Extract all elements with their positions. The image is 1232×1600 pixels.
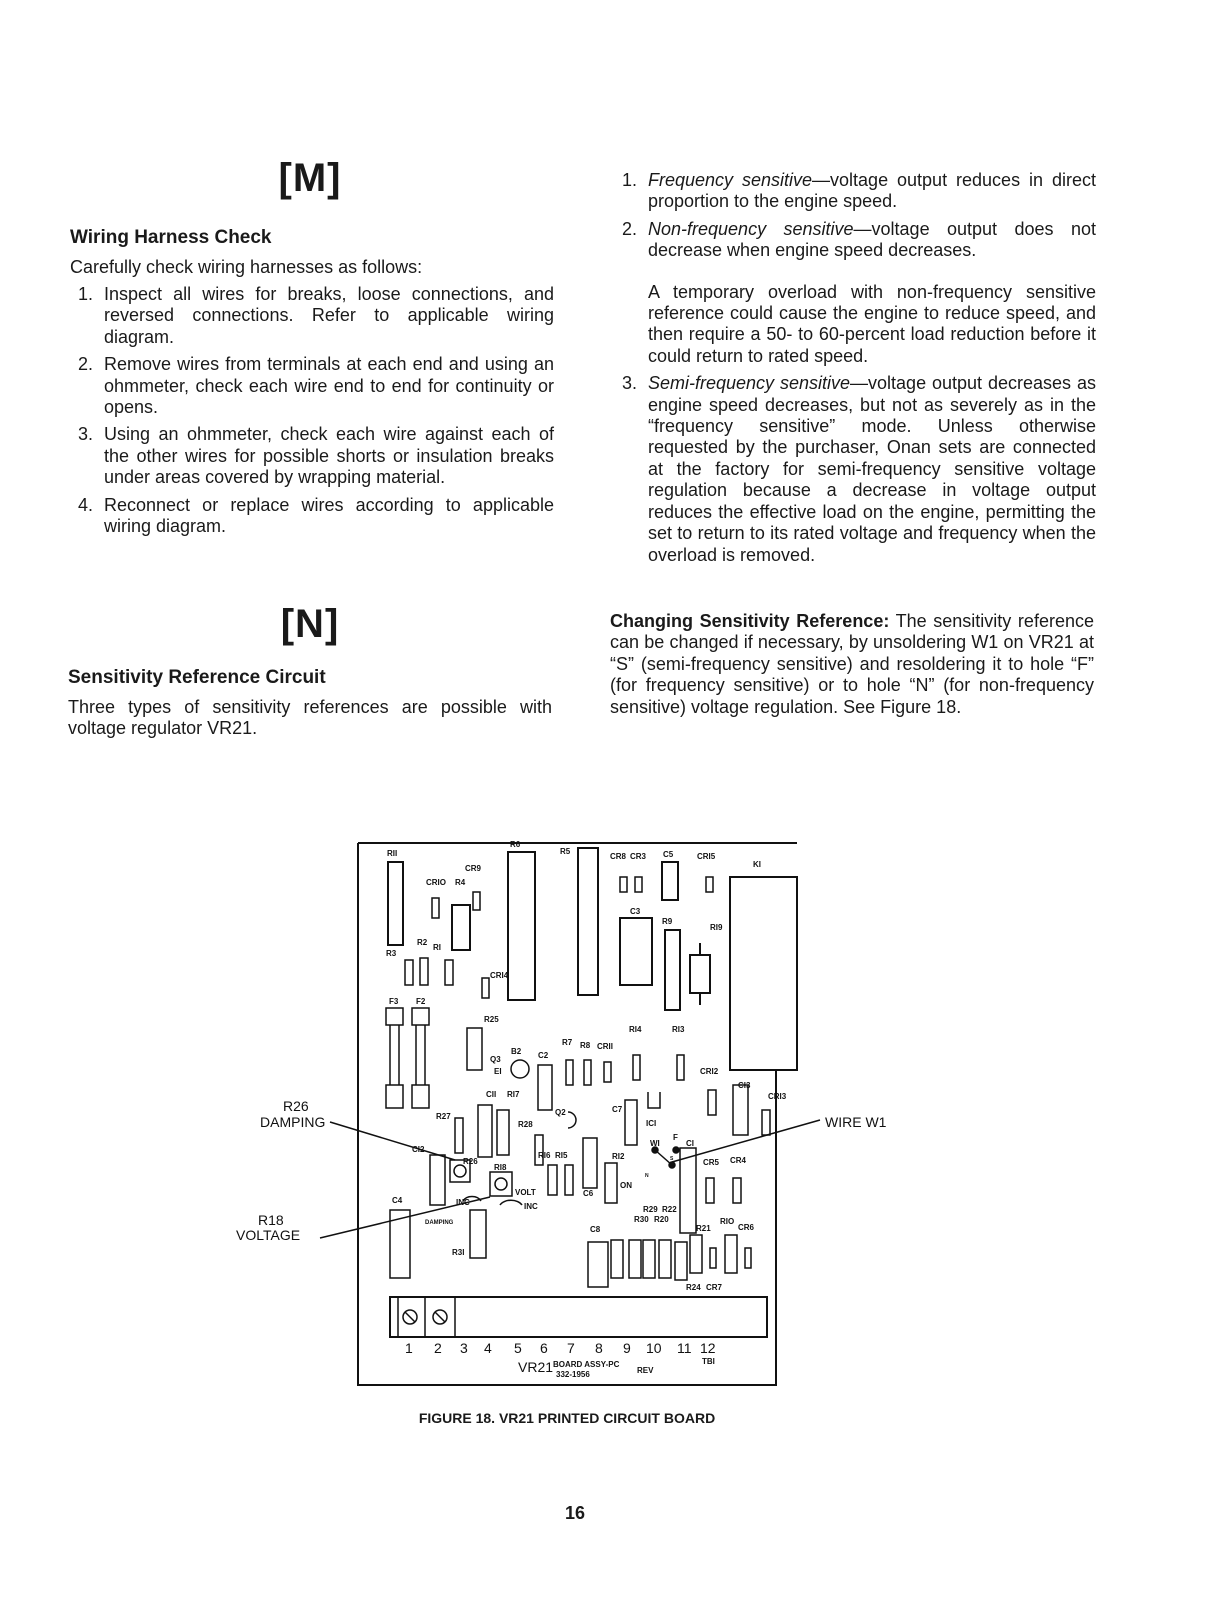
label-r11: RII bbox=[387, 849, 398, 858]
board-assy-text: BOARD ASSY-PC bbox=[553, 1360, 620, 1369]
page-number: 16 bbox=[565, 1503, 586, 1523]
label-c2: C2 bbox=[538, 1051, 549, 1060]
term: Frequency sensitive bbox=[648, 170, 813, 190]
label-cr6: CR6 bbox=[738, 1223, 755, 1232]
label-r13: RI3 bbox=[672, 1025, 685, 1034]
label-c8: C8 bbox=[590, 1225, 601, 1234]
label-r15: RI5 bbox=[555, 1151, 568, 1160]
wiring-intro: Carefully check wiring harnesses as follows: bbox=[70, 257, 423, 277]
label-cr3: CR3 bbox=[630, 852, 647, 861]
board-name: VR21 bbox=[518, 1359, 554, 1375]
r11-body bbox=[388, 862, 403, 945]
label-r19: RI9 bbox=[710, 923, 723, 932]
label-ic1: ICI bbox=[646, 1119, 657, 1128]
list-text: —voltage output decreases as engine speed decreases, but not as severely as in the “frequency sensitive” mode. Unless otherwise requested by the purchaser, Onan sets are connected at the factory for semi-frequency sensitive voltage regulation because a decrease in voltage output reduces the effective load on the engine, permitting the set to return to its rated voltage and frequency when the overload is removed. bbox=[648, 373, 1096, 565]
list-text: Inspect all wires for breaks, loose connections, and reversed connections. Refer to applicable wiring diagram. bbox=[104, 284, 554, 347]
board-part-number: 332-1956 bbox=[556, 1370, 590, 1379]
r9-body bbox=[665, 930, 680, 1010]
list-number: 3. bbox=[622, 373, 638, 394]
label-w1: WI bbox=[650, 1139, 660, 1148]
label-c12: CI2 bbox=[412, 1145, 425, 1154]
callout-voltage: VOLTAGE bbox=[236, 1227, 301, 1243]
list-text: —voltage output does not decrease when engine speed decreases. bbox=[648, 218, 1096, 261]
label-r24: R24 bbox=[686, 1283, 701, 1292]
terminal-number: 3 bbox=[460, 1340, 468, 1356]
label-cr10: CRIO bbox=[426, 878, 446, 887]
terminal-number: 9 bbox=[623, 1340, 631, 1356]
label-r2: R2 bbox=[417, 938, 428, 947]
component-labels bbox=[386, 840, 787, 1292]
label-r10: RIO bbox=[720, 1217, 735, 1226]
label-r16: RI6 bbox=[538, 1151, 551, 1160]
heading-wiring-harness-check: Wiring Harness Check bbox=[70, 227, 272, 248]
label-cr14: CRI4 bbox=[490, 971, 509, 980]
section-marker-n: [N] bbox=[280, 602, 340, 646]
r26-leader-line bbox=[330, 1122, 455, 1160]
label-s-hole: S bbox=[670, 1156, 674, 1162]
label-r28: R28 bbox=[518, 1120, 533, 1129]
label-r8: R8 bbox=[580, 1041, 591, 1050]
label-q2: Q2 bbox=[555, 1108, 566, 1117]
r19-body bbox=[690, 955, 710, 993]
label-cr5: CR5 bbox=[703, 1158, 720, 1167]
callout-labels bbox=[236, 1098, 887, 1243]
label-cr12: CRI2 bbox=[700, 1067, 719, 1076]
label-on: ON bbox=[620, 1181, 632, 1190]
label-f3: F3 bbox=[389, 997, 399, 1006]
label-cr11: CRII bbox=[597, 1042, 613, 1051]
terminal-number: 4 bbox=[484, 1340, 492, 1356]
list-number: 2. bbox=[78, 354, 94, 375]
label-cr15: CRI5 bbox=[697, 852, 716, 861]
label-c7: C7 bbox=[612, 1105, 623, 1114]
terminal-number: 6 bbox=[540, 1340, 548, 1356]
label-b2: B2 bbox=[511, 1047, 522, 1056]
label-cr8: CR8 bbox=[610, 852, 627, 861]
list-text: Reconnect or replace wires according to applicable wiring diagram. bbox=[104, 494, 554, 537]
label-r1: RI bbox=[433, 943, 441, 952]
label-r6: R6 bbox=[510, 840, 521, 849]
label-r21: R21 bbox=[696, 1224, 711, 1233]
label-r25: R25 bbox=[484, 1015, 499, 1024]
label-inc-volt: INC bbox=[524, 1202, 538, 1211]
changing-label: Changing Sensitivity Reference: bbox=[610, 611, 890, 631]
label-cr9: CR9 bbox=[465, 864, 482, 873]
list-number: 1. bbox=[78, 284, 94, 304]
callout-wire-w1: WIRE W1 bbox=[825, 1114, 887, 1130]
section-marker-m: [M] bbox=[278, 156, 342, 200]
label-c1: CI bbox=[686, 1139, 694, 1148]
c3-body bbox=[620, 918, 652, 985]
list-text: Remove wires from terminals at each end and using an ohmmeter, check each wire end to end for continuity or opens. bbox=[104, 354, 554, 418]
terminal-screws bbox=[398, 1297, 455, 1337]
label-c6: C6 bbox=[583, 1189, 594, 1198]
terminal-number: 10 bbox=[646, 1340, 662, 1356]
label-k1: KI bbox=[753, 860, 761, 869]
label-damping: DAMPING bbox=[425, 1220, 454, 1226]
figure-caption: FIGURE 18. VR21 PRINTED CIRCUIT BOARD bbox=[418, 1410, 716, 1426]
terminal-number: 2 bbox=[434, 1340, 442, 1356]
r6-body bbox=[508, 852, 535, 1000]
label-r29: R29 bbox=[643, 1205, 658, 1214]
r4-body bbox=[452, 905, 470, 950]
label-c11: CII bbox=[486, 1090, 497, 1099]
terminal-number: 1 bbox=[405, 1340, 413, 1356]
terminal-number: 12 bbox=[700, 1340, 716, 1356]
label-c3: C3 bbox=[630, 907, 641, 916]
list-number: 2. bbox=[622, 218, 638, 239]
overload-note: A temporary overload with non-frequency sensitive reference could cause the engine to reduce speed, and then require a 50- to 60-percent load reduction before it could return to rated speed. bbox=[648, 281, 1096, 366]
heading-sensitivity-reference-circuit: Sensitivity Reference Circuit bbox=[68, 667, 326, 688]
list-text: —voltage output reduces in direct proportion to the engine speed. bbox=[648, 170, 1096, 212]
label-c5: C5 bbox=[663, 850, 674, 859]
label-r22: R22 bbox=[662, 1205, 677, 1214]
label-r26: R26 bbox=[463, 1157, 478, 1166]
callout-r26: R26 bbox=[283, 1098, 309, 1114]
label-r7: R7 bbox=[562, 1038, 573, 1047]
terminal-numbers bbox=[405, 1340, 716, 1379]
label-cr13: CRI3 bbox=[768, 1092, 787, 1101]
label-r14: RI4 bbox=[629, 1025, 642, 1034]
label-r5: R5 bbox=[560, 847, 571, 856]
c5-body bbox=[662, 862, 678, 900]
label-f-hole: F bbox=[673, 1133, 678, 1142]
label-c13: CI3 bbox=[738, 1081, 751, 1090]
label-inc-damping: INC bbox=[456, 1198, 470, 1207]
label-r30: R30 bbox=[634, 1215, 649, 1224]
label-r27: R27 bbox=[436, 1112, 451, 1121]
changing-text: The sensitivity reference can be changed if necessary, by unsoldering W1 on VR21 at “S” (semi-frequency sensitive) and resoldering it to hole “F” (for frequency sensitive) or to hole “N” (for non-frequency sensitive) voltage regulation. See Figure 18. bbox=[610, 611, 1094, 717]
label-tb1: TBI bbox=[702, 1357, 715, 1366]
paragraph: Three types of sensitivity references are possible with voltage regulator VR21. bbox=[68, 697, 552, 739]
callout-damping: DAMPING bbox=[260, 1114, 326, 1130]
label-r18: RI8 bbox=[494, 1163, 507, 1172]
list-number: 1. bbox=[622, 170, 638, 190]
term: Semi-frequency sensitive bbox=[648, 373, 851, 394]
label-r9: R9 bbox=[662, 917, 673, 926]
label-r4: R4 bbox=[455, 878, 466, 887]
label-volt: VOLT bbox=[515, 1188, 536, 1197]
term: Non-frequency sensitive bbox=[648, 218, 854, 239]
callout-r18: R18 bbox=[258, 1212, 284, 1228]
label-r31: R3I bbox=[452, 1248, 465, 1257]
label-r3: R3 bbox=[386, 949, 397, 958]
label-e1: EI bbox=[494, 1067, 502, 1076]
label-r12: RI2 bbox=[612, 1152, 625, 1161]
terminal-number: 8 bbox=[595, 1340, 603, 1356]
label-r17: RI7 bbox=[507, 1090, 520, 1099]
k1-relay bbox=[730, 877, 797, 1070]
r5-body bbox=[578, 848, 598, 995]
terminal-number: 11 bbox=[677, 1340, 692, 1356]
label-cr4: CR4 bbox=[730, 1156, 747, 1165]
list-number: 3. bbox=[78, 424, 94, 445]
label-f2: F2 bbox=[416, 997, 426, 1006]
label-r20: R20 bbox=[654, 1215, 669, 1224]
label-n-hole: N bbox=[645, 1173, 649, 1179]
terminal-number: 7 bbox=[567, 1340, 575, 1356]
list-number: 4. bbox=[78, 494, 94, 515]
list-text: Using an ohmmeter, check each wire against each of the other wires for possible shorts or insulation breaks under areas covered by wrapping material. bbox=[104, 424, 554, 488]
label-c4: C4 bbox=[392, 1196, 403, 1205]
board-rev: REV bbox=[637, 1366, 654, 1375]
terminal-number: 5 bbox=[514, 1340, 522, 1356]
label-q3: Q3 bbox=[490, 1055, 501, 1064]
label-cr7: CR7 bbox=[706, 1283, 723, 1292]
